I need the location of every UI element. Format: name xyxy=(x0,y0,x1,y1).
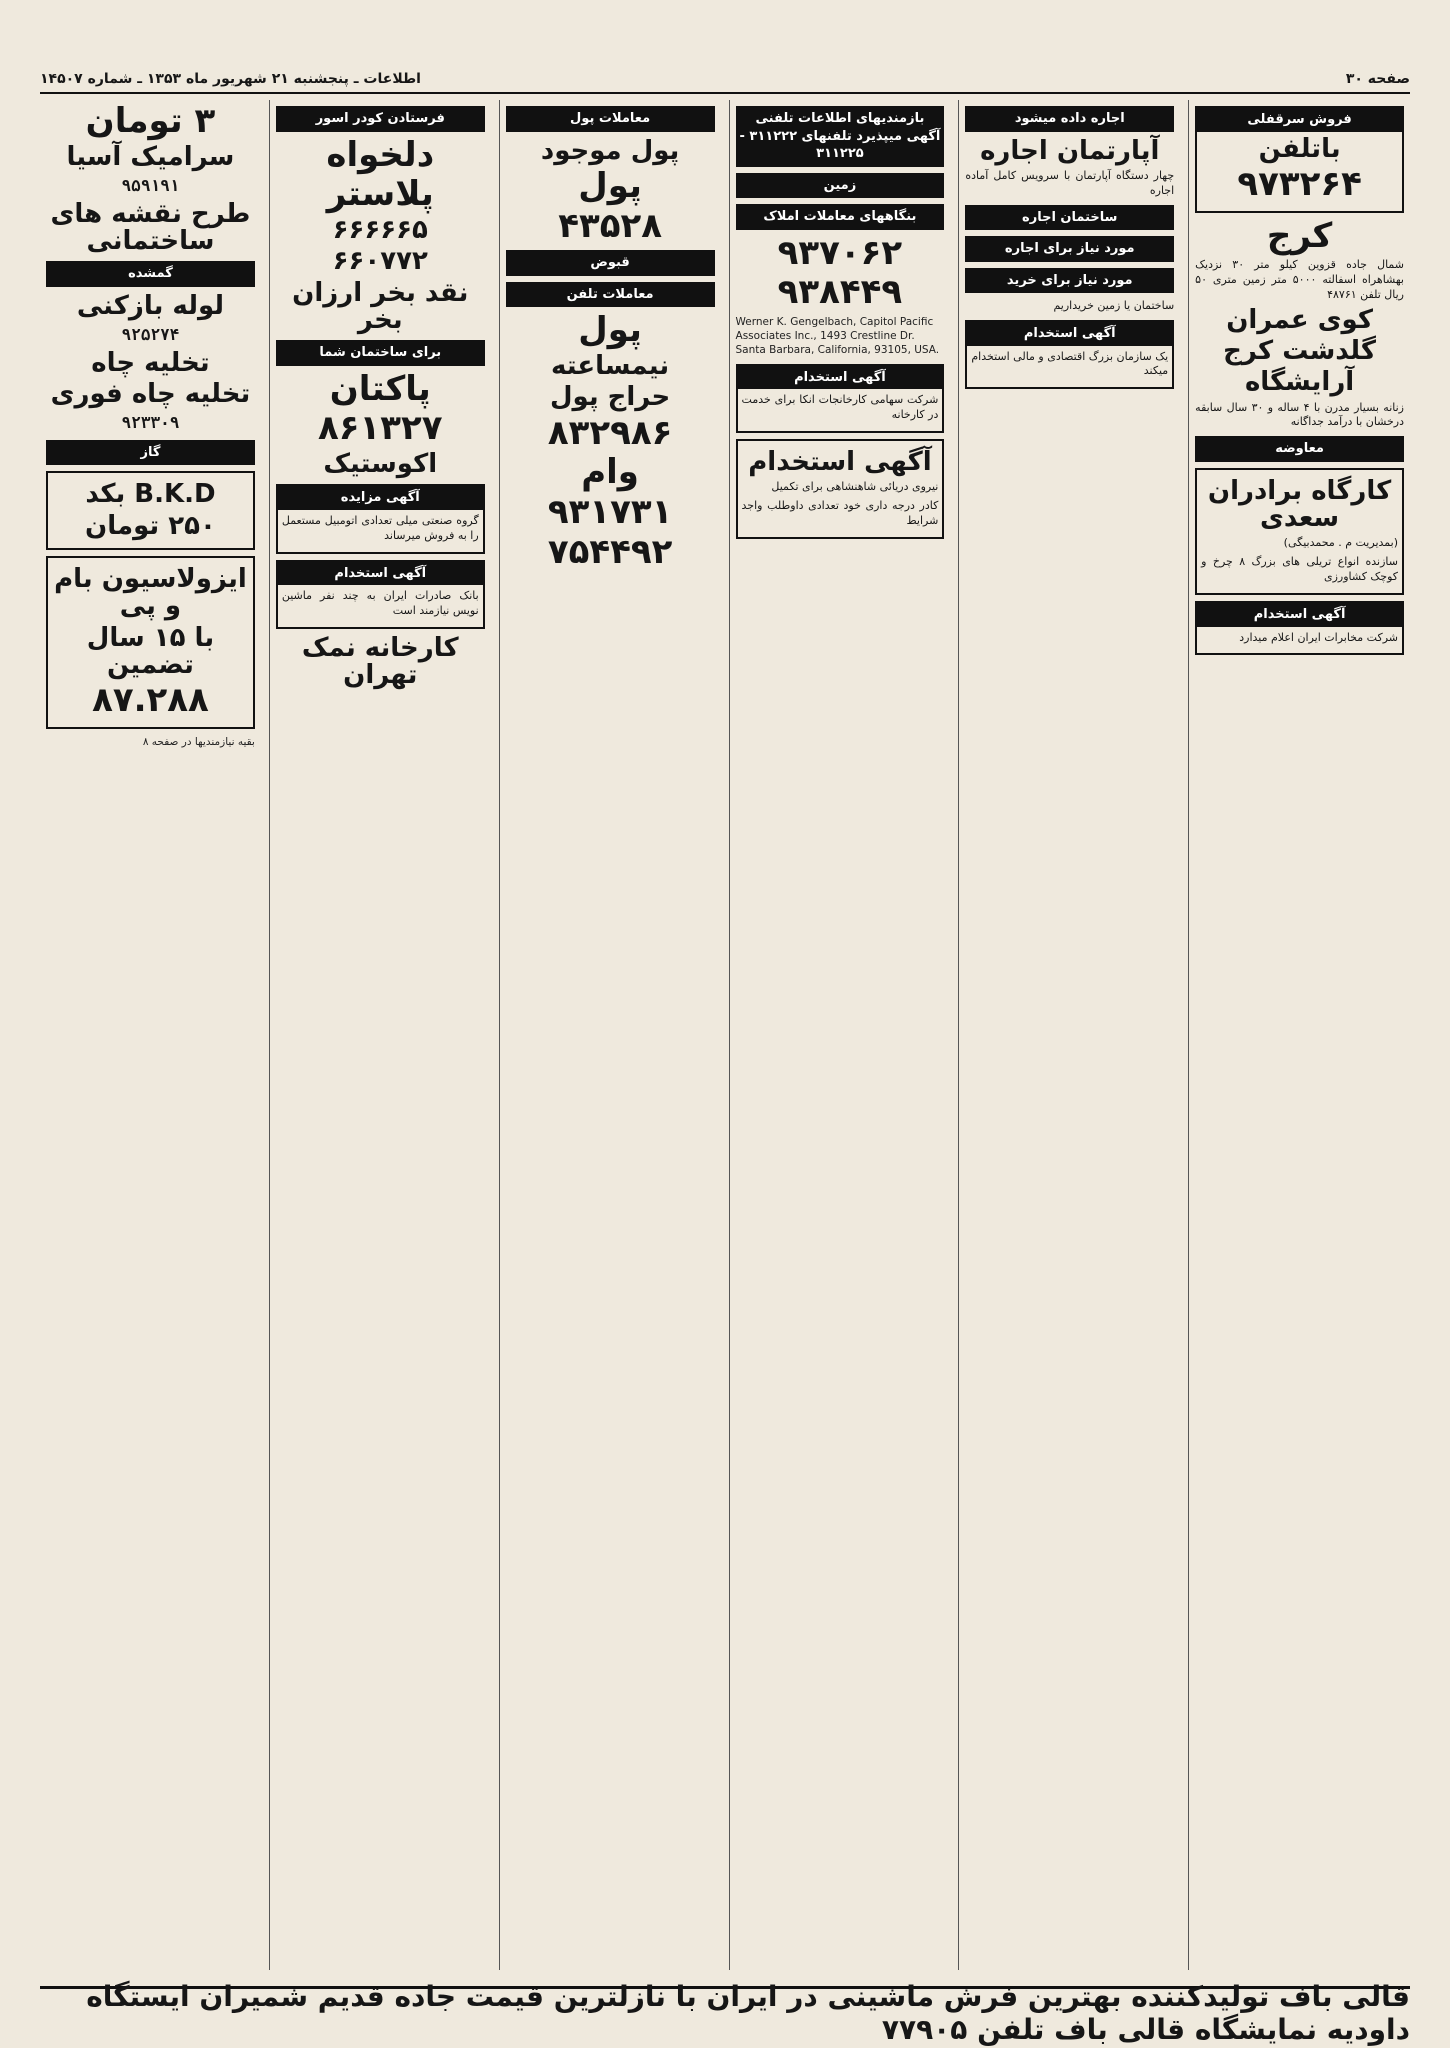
ad-heading: پلاستر xyxy=(326,174,434,215)
ad-subtitle: با ۱۵ سال تضمین xyxy=(86,622,215,680)
section-bar: معاملات پول xyxy=(506,106,715,132)
ad-heading: سرامیک آسیا xyxy=(66,141,235,172)
ad-box-2-title: آگهی استخدام xyxy=(748,446,932,477)
ad-box-1-title: فروش سرقفلی xyxy=(1197,108,1402,132)
ad-heading: طرح نقشه های ساختمانی xyxy=(50,198,251,256)
column-5 xyxy=(269,100,491,1970)
ad-heading: تخلیه چاه فوری xyxy=(50,378,251,409)
ad-box-title: آگهی مزایده xyxy=(278,486,483,510)
ad-box-text: گروه صنعتی میلی تعدادی اتومبیل مستعمل را به فروش میرساند xyxy=(281,513,479,542)
ad-phone: ۹۲۵۲۷۴ xyxy=(121,325,180,345)
brand-name: B.K.D بکد xyxy=(85,479,216,510)
ad-phone: ۸۷.۲۸۸ xyxy=(92,680,209,721)
ad-heading: پول xyxy=(578,165,642,206)
ad-heading: کارخانه نمک تهران xyxy=(301,632,459,691)
phone-banner: بازمندیهای اطلاعات تلفنی آگهی میپذیرد تلفنهای ۳۱۱۲۲۲ - ۳۱۱۲۲۵ xyxy=(736,106,945,167)
page-number: صفحه ۳۰ xyxy=(1345,71,1410,87)
ad-box-3 xyxy=(1195,601,1404,655)
ad-box xyxy=(276,484,485,553)
column-4 xyxy=(499,100,721,1970)
page-header xyxy=(40,66,1410,94)
section-bar: مورد نیاز برای خرید xyxy=(965,268,1174,294)
ad-text: شمال جاده قزوین کیلو متر ۳۰ نزدیک بهشاهراه اسفالته ۵۰۰۰ متر زمین متری ۵۰ ریال تلفن ۴۸۷۶۱ xyxy=(1195,258,1405,301)
ad-phone: ۴۳۵۲۸ xyxy=(558,205,662,246)
ad-text: ساختمان یا زمین خریداریم xyxy=(1053,299,1175,313)
ad-phone: ۷۵۴۴۹۲ xyxy=(547,531,673,572)
ad-box-2 xyxy=(736,439,945,539)
ad-box-2 xyxy=(1195,468,1404,595)
ad-heading: اکوستیک xyxy=(323,449,438,480)
column-1 xyxy=(1188,100,1410,1970)
issue-line: اطلاعات ـ پنجشنبه ۲۱ شهریور ماه ۱۳۵۳ ـ شماره ۱۴۵۰۷ xyxy=(40,71,421,87)
ad-heading: کوی عمران xyxy=(1226,304,1373,335)
ad-heading: تخلیه چاه xyxy=(91,347,210,378)
column-3 xyxy=(729,100,951,1970)
ad-heading: حراج پول xyxy=(549,382,671,413)
ad-box-3-title: آگهی استخدام xyxy=(1197,603,1402,627)
ad-text: چهار دستگاه آپارتمان با سرویس کامل آماده اجاره xyxy=(965,168,1175,197)
section-bar: فرستادن کودر اسور xyxy=(276,106,485,132)
insulation-ad xyxy=(46,556,255,729)
ad-box xyxy=(965,320,1174,389)
section-bar: زمین xyxy=(736,173,945,199)
ad-heading: نیمساعته xyxy=(551,351,670,381)
ad-heading: گلدشت کرج xyxy=(1223,336,1377,367)
ad-phone: ۹۳۸۴۴۹ xyxy=(777,272,903,313)
section-bar: گاز xyxy=(46,440,255,466)
ad-box-2-sub: نیروی دریائی شاهنشاهی برای تکمیل xyxy=(771,480,939,494)
ad-heading: دلخواه xyxy=(326,134,435,175)
section-bar: برای ساختمان شما xyxy=(276,340,485,366)
ad-box-title: آگهی استخدام xyxy=(738,366,943,390)
ad-phone: ۹۵۹۱۹۱ xyxy=(121,175,180,195)
ad-phone: ۶۶۶۶۶۵ xyxy=(332,214,428,245)
ad-box-2-text: کادر درجه داری خود تعدادی داوطلب واجد شرایط xyxy=(741,499,939,527)
ad-phone: ۹۷۳۲۶۴ xyxy=(1237,163,1362,204)
ad-box-1 xyxy=(1195,106,1404,213)
ad-heading: کرج xyxy=(1266,215,1333,256)
ad-heading: پول xyxy=(578,310,642,351)
ad-box-3-text: شرکت مخابرات ایران اعلام میدارد xyxy=(1239,630,1398,644)
ad-heading: وام xyxy=(581,452,639,493)
price: ۲۵۰ تومان xyxy=(85,510,216,541)
ad-heading: ۳ تومان xyxy=(85,101,216,141)
ad-phone: ۹۳۱۷۳۱ xyxy=(547,491,673,532)
ad-heading: آرایشگاه xyxy=(1244,367,1355,398)
bottom-banner: قالی باف تولیدکننده بهترین فرش ماشینی در ایران با نازلترین قیمت جاده قدیم شمیران ایستگاه داودیه نمایشگاه قالی باف تلفن ۷۷۹۰۵ xyxy=(40,1986,1410,2037)
section-bar: قبوض xyxy=(506,250,715,276)
section-bar: مورد نیاز برای اجاره xyxy=(965,236,1174,262)
column-6 xyxy=(40,100,261,1970)
ad-heading: آپارتمان اجاره xyxy=(980,135,1160,166)
ad-box-2 xyxy=(276,560,485,629)
section-bar: ساختمان اجاره xyxy=(965,205,1174,231)
classified-columns xyxy=(40,100,1410,1970)
ad-heading: نقد بخر ارزان بخر xyxy=(292,277,469,335)
ad-phone: ۸۳۲۹۸۶ xyxy=(547,412,673,453)
ad-box-2-title: آگهی استخدام xyxy=(278,562,483,586)
ad-box-text: یک سازمان بزرگ اقتصادی و مالی استخدام میکند xyxy=(971,349,1169,378)
bkd-ad xyxy=(46,471,255,550)
section-bar: معاملات تلفن xyxy=(506,282,715,308)
ad-text: زنانه بسیار مدرن با ۴ ساله و ۳۰ سال سابقه درخشان با درآمد جداگانه xyxy=(1195,400,1404,429)
ad-box-2-title: کارگاه برادران سعدی xyxy=(1207,475,1392,534)
ad-phone: ۹۲۳۳۰۹ xyxy=(121,413,180,433)
section-bar: گمشده xyxy=(46,261,255,287)
section-bar: اجاره داده میشود xyxy=(965,106,1174,132)
ad-phone: ۶۶۰۷۷۲ xyxy=(332,246,428,277)
ad-title: ایزولاسیون بام و پی xyxy=(54,563,247,622)
section-bar: معاوضه xyxy=(1195,436,1404,462)
ad-phone: ۸۶۱۳۲۷ xyxy=(318,408,443,449)
ad-box-title: آگهی استخدام xyxy=(967,322,1172,346)
continued-note: بقیه نیازمندیها در صفحه ۸ xyxy=(142,735,255,748)
column-2 xyxy=(958,100,1180,1970)
section-bar: بنگاههای معاملات املاک xyxy=(736,204,945,230)
ad-phone: ۹۳۷۰۶۲ xyxy=(777,232,903,273)
ad-heading: باتلفن xyxy=(1258,133,1341,164)
ad-heading: لوله بازکنی xyxy=(76,290,225,321)
ad-box-text: شرکت سهامی کارخانجات انکا برای خدمت در کارخانه xyxy=(741,393,939,422)
ad-box-2-text: بانک صادرات ایران به چند نفر ماشین نویس نیازمند است xyxy=(281,589,479,617)
ad-heading: پاکتان xyxy=(329,368,431,409)
ad-heading: پول موجود xyxy=(540,135,680,166)
english-ad: Werner K. Gengelbach, Capitol Pacific Associates Inc., 1493 Crestline Dr. Santa Barbara, California, 93105, USA. xyxy=(735,316,940,357)
ad-box-2-sub: (بمدیریت م . محمدبیگی) xyxy=(1283,536,1398,550)
ad-box-2-text: سازنده انواع تریلی های بزرگ ۸ چرخ و کوچک کشاورزی xyxy=(1201,555,1398,584)
ad-box xyxy=(736,364,945,433)
